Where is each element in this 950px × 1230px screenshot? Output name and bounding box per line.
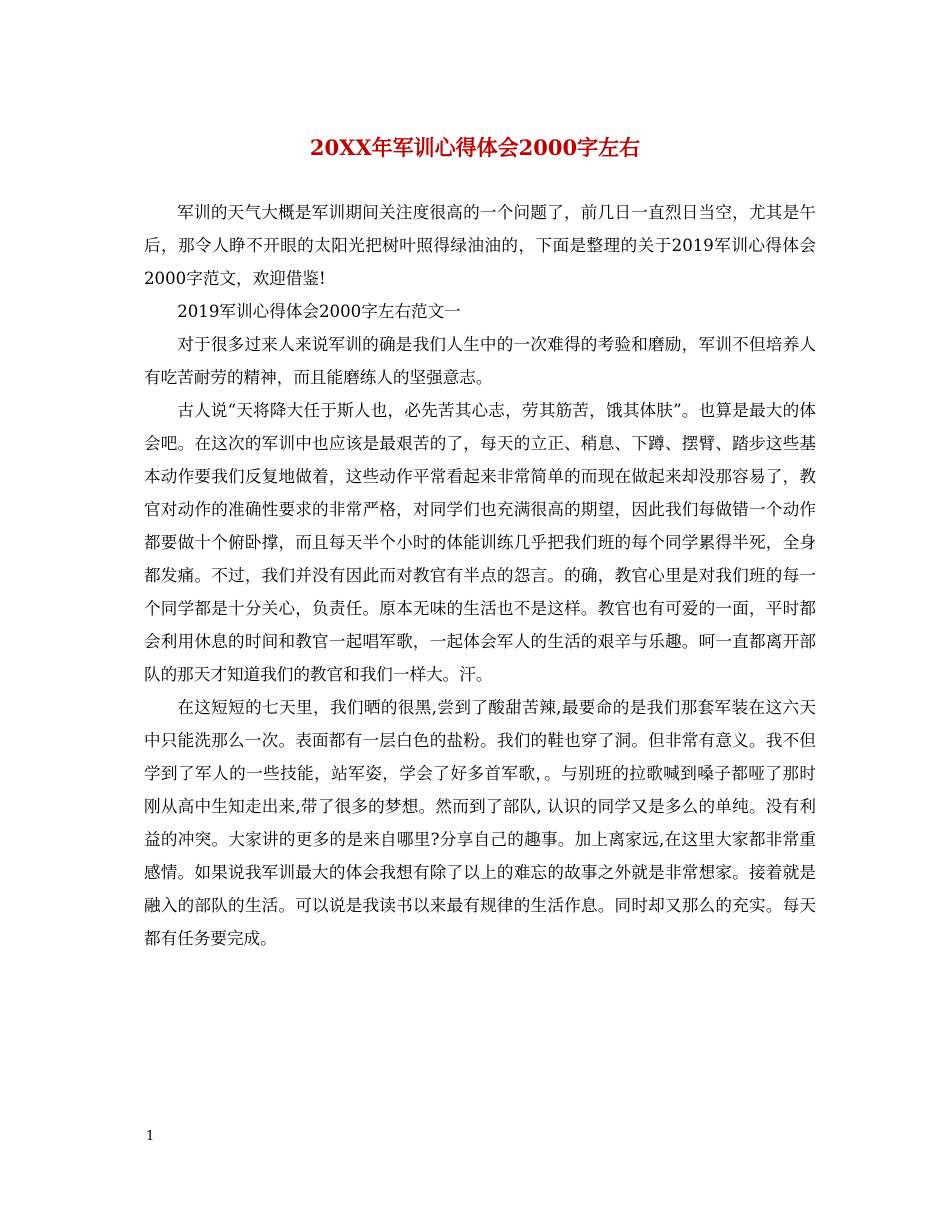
paragraph-training-intro: 对于很多过来人来说军训的确是我们人生中的一次难得的考验和磨励，军训不但培养人有吃苦耐劳的精神，而且能磨练人的坚强意志。 [144,335,816,387]
paragraph-seven-days: 在这短短的七天里，我们晒的很黑,尝到了酸甜苦辣,最要命的是我们那套军装在这六天中只能洗那么一次。表面都有一层白色的盐粉。我们的鞋也穿了洞。但非常有意义。我不但学到了军人的一些技能，站军姿，学会了好多首军歌，。与别班的拉歌喊到嗓子都哑了那时刚从高中生知走出来,带了很多的梦想。然而到了部队, 认识的同学又是多么的单纯。没有利益的冲突。大家讲的更多的是来自哪里?分享自己的趣事。加上离家远,在这里大家都非常重感情。如果说我军训最大的体会我想有除了以上的难忘的故事之外就是非常想家。接着就是融入的部队的生活。可以说是我读书以来最有规律的生活作息。同时却又那么的充实。每天都有任务要完成。 [144,698,816,948]
document-body [144,196,816,955]
paragraph-section-heading: 2019军训心得体会2000字左右范文一 [177,302,461,321]
paragraph-intro: 军训的天气大概是军训期间关注度很高的一个问题了，前几日一直烈日当空，尤其是午后，那令人睁不开眼的太阳光把树叶照得绿油油的，下面是整理的关于2019军训心得体会2000字范文，欢迎借鉴! [144,203,816,288]
document-title: 20XX年军训心得体会2000字左右 [309,135,641,160]
page-number: 1 [146,1129,155,1144]
paragraph-ancient-saying: 古人说“天将降大任于斯人也，必先苦其心志，劳其筋苦，饿其体肤”。也算是最大的体会吧。在这次的军训中也应该是最艰苦的了，每天的立正、稍息、下蹲、摆臂、踏步这些基本动作要我们反复地做着，这些动作平常看起来非常简单的而现在做起来却没那容易了，教官对动作的准确性要求的非常严格，对同学们也充满很高的期望，因此我们每做错一个动作都要做十个俯卧撑，而且每天半个小时的体能训练几乎把我们班的每个同学累得半死，全身都发痛。不过，我们并没有因此而对教官有半点的怨言。的确，教官心里是对我们班的每一个同学都是十分关心，负责任。原本无味的生活也不是这样。教官也有可爱的一面，平时都会利用休息的时间和教官一起唱军歌，一起体会军人的生活的艰辛与乐趣。呵一直都离开部队的那天才知道我们的教官和我们一样大。汗。 [144,401,816,684]
